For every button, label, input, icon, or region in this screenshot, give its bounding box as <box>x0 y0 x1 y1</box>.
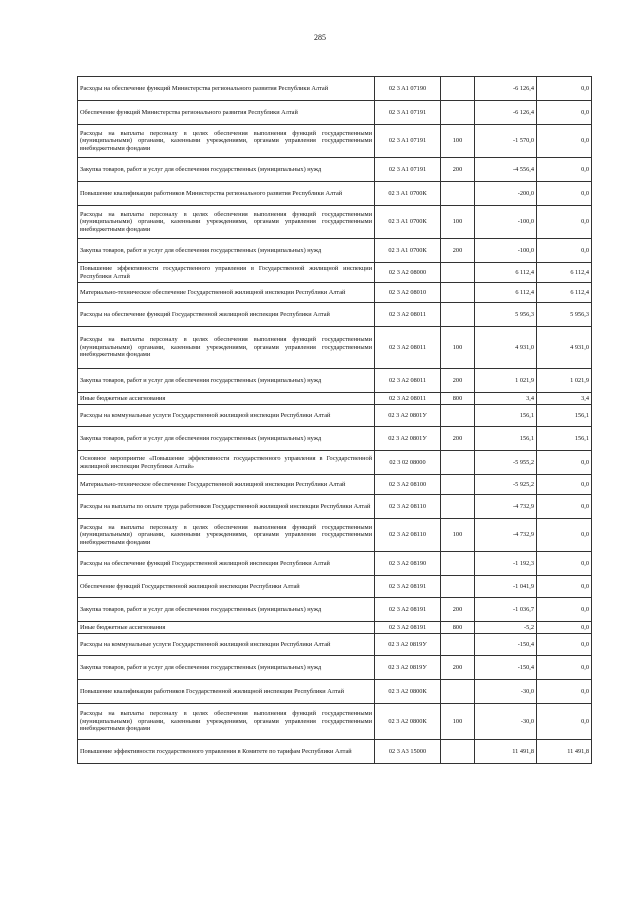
table-row <box>78 552 592 576</box>
row-amount-year2: 0,0 <box>537 519 592 552</box>
row-name: Расходы на выплаты персоналу в целях обеспечения выполнения функций государственными (муниципальными) органами, казенными учреждениями, органами управления государственными внебюджетными фондами <box>78 519 375 552</box>
table-row <box>78 182 592 206</box>
row-amount-year2: 6 112,4 <box>537 263 592 283</box>
row-name: Обеспечение функций Министерства регионального развития Республики Алтай <box>78 101 375 125</box>
row-code: 02 3 A1 07191 <box>375 158 441 182</box>
row-name: Повышение квалификации работников Государственной жилищной инспекции Республики Алтай <box>78 680 375 704</box>
row-amount-year1: 156,1 <box>475 427 537 451</box>
row-amount-year2: 0,0 <box>537 239 592 263</box>
row-expense-type <box>441 634 475 656</box>
row-code: 02 3 A2 08011 <box>375 327 441 369</box>
row-name: Расходы на выплаты персоналу в целях обеспечения выполнения функций государственными (муниципальными) органами, казенными учреждениями, органами управления государственными внебюджетными фондами <box>78 206 375 239</box>
row-code: 02 3 A2 0801У <box>375 427 441 451</box>
row-amount-year2: 0,0 <box>537 634 592 656</box>
row-amount-year1: -6 126,4 <box>475 101 537 125</box>
budget-table-body <box>78 77 592 764</box>
table-row <box>78 519 592 552</box>
row-amount-year1: -1 036,7 <box>475 598 537 622</box>
row-amount-year1: 5 956,3 <box>475 303 537 327</box>
row-expense-type: 100 <box>441 327 475 369</box>
row-expense-type: 100 <box>441 206 475 239</box>
row-code: 02 3 A1 0700К <box>375 182 441 206</box>
row-expense-type: 200 <box>441 239 475 263</box>
row-name: Обеспечение функций Государственной жилищной инспекции Республики Алтай <box>78 576 375 598</box>
row-expense-type: 100 <box>441 125 475 158</box>
row-amount-year2: 1 021,9 <box>537 369 592 393</box>
row-name: Закупка товаров, работ и услуг для обеспечения государственных (муниципальных) нужд <box>78 656 375 680</box>
row-code: 02 3 A2 08000 <box>375 263 441 283</box>
row-amount-year2: 0,0 <box>537 451 592 475</box>
row-amount-year1: -1 192,3 <box>475 552 537 576</box>
row-code: 02 3 A2 08191 <box>375 598 441 622</box>
budget-table <box>77 76 592 764</box>
row-amount-year1: -5,2 <box>475 622 537 634</box>
row-code: 02 3 A2 08110 <box>375 495 441 519</box>
row-amount-year2: 0,0 <box>537 495 592 519</box>
row-code: 02 3 A2 08010 <box>375 283 441 303</box>
row-code: 02 3 A2 08100 <box>375 475 441 495</box>
row-expense-type: 200 <box>441 427 475 451</box>
row-expense-type <box>441 576 475 598</box>
row-amount-year1: -5 955,2 <box>475 451 537 475</box>
row-expense-type <box>441 405 475 427</box>
row-code: 02 3 A2 08191 <box>375 622 441 634</box>
row-expense-type <box>441 680 475 704</box>
row-amount-year1: -100,0 <box>475 206 537 239</box>
row-amount-year1: -1 041,9 <box>475 576 537 598</box>
row-name: Расходы на коммунальные услуги Государственной жилищной инспекции Республики Алтай <box>78 405 375 427</box>
row-name: Закупка товаров, работ и услуг для обеспечения государственных (муниципальных) нужд <box>78 239 375 263</box>
table-row <box>78 239 592 263</box>
row-name: Расходы на обеспечение функций Государственной жилищной инспекции Республики Алтай <box>78 552 375 576</box>
row-amount-year1: 6 112,4 <box>475 283 537 303</box>
row-amount-year1: -150,4 <box>475 656 537 680</box>
row-amount-year1: -4 556,4 <box>475 158 537 182</box>
table-row <box>78 393 592 405</box>
row-name: Закупка товаров, работ и услуг для обеспечения государственных (муниципальных) нужд <box>78 369 375 393</box>
table-row <box>78 158 592 182</box>
table-row <box>78 427 592 451</box>
row-expense-type: 200 <box>441 656 475 680</box>
row-amount-year2: 0,0 <box>537 125 592 158</box>
row-name: Повышение квалификации работников Министерства регионального развития Республики Алтай <box>78 182 375 206</box>
row-expense-type: 200 <box>441 598 475 622</box>
table-row <box>78 101 592 125</box>
row-amount-year2: 0,0 <box>537 598 592 622</box>
row-amount-year2: 156,1 <box>537 405 592 427</box>
row-expense-type <box>441 283 475 303</box>
row-expense-type <box>441 101 475 125</box>
row-amount-year1: -6 126,4 <box>475 77 537 101</box>
row-name: Расходы на выплаты персоналу в целях обеспечения выполнения функций государственными (муниципальными) органами, казенными учреждениями, органами управления государственными внебюджетными фондами <box>78 704 375 740</box>
row-amount-year2: 6 112,4 <box>537 283 592 303</box>
table-row <box>78 622 592 634</box>
row-expense-type <box>441 263 475 283</box>
row-expense-type: 200 <box>441 369 475 393</box>
row-expense-type: 100 <box>441 519 475 552</box>
row-code: 02 3 A1 0700К <box>375 239 441 263</box>
table-row <box>78 369 592 393</box>
row-amount-year1: -100,0 <box>475 239 537 263</box>
table-row <box>78 634 592 656</box>
row-name: Расходы на обеспечение функций Министерства регионального развития Республики Алтай <box>78 77 375 101</box>
row-code: 02 3 02 08000 <box>375 451 441 475</box>
row-name: Материально-техническое обеспечение Государственной жилищной инспекции Республики Алтай <box>78 283 375 303</box>
row-name: Закупка товаров, работ и услуг для обеспечения государственных (муниципальных) нужд <box>78 158 375 182</box>
row-amount-year2: 0,0 <box>537 576 592 598</box>
row-expense-type: 800 <box>441 393 475 405</box>
row-code: 02 3 A2 08011 <box>375 303 441 327</box>
table-row <box>78 206 592 239</box>
page-number: 285 <box>314 33 326 42</box>
row-amount-year1: -30,0 <box>475 704 537 740</box>
row-code: 02 3 A1 07191 <box>375 101 441 125</box>
table-row <box>78 576 592 598</box>
row-amount-year2: 0,0 <box>537 475 592 495</box>
row-expense-type <box>441 451 475 475</box>
row-amount-year2: 0,0 <box>537 680 592 704</box>
row-amount-year2: 0,0 <box>537 656 592 680</box>
table-row <box>78 263 592 283</box>
row-amount-year1: -4 732,9 <box>475 495 537 519</box>
row-name: Расходы на выплаты персоналу в целях обеспечения выполнения функций государственными (муниципальными) органами, казенными учреждениями, органами управления государственными внебюджетными фондами <box>78 327 375 369</box>
row-amount-year1: 11 491,8 <box>475 740 537 764</box>
row-code: 02 3 A3 15000 <box>375 740 441 764</box>
row-amount-year2: 3,4 <box>537 393 592 405</box>
row-code: 02 3 A2 0800К <box>375 680 441 704</box>
row-amount-year1: -150,4 <box>475 634 537 656</box>
row-expense-type <box>441 475 475 495</box>
row-code: 02 3 A1 0700К <box>375 206 441 239</box>
row-amount-year2: 0,0 <box>537 182 592 206</box>
row-amount-year1: -1 570,0 <box>475 125 537 158</box>
row-code: 02 3 A2 08191 <box>375 576 441 598</box>
row-amount-year1: 1 021,9 <box>475 369 537 393</box>
row-amount-year2: 11 491,8 <box>537 740 592 764</box>
row-code: 02 3 A1 07191 <box>375 125 441 158</box>
row-name: Закупка товаров, работ и услуг для обеспечения государственных (муниципальных) нужд <box>78 427 375 451</box>
table-row <box>78 598 592 622</box>
row-amount-year1: 3,4 <box>475 393 537 405</box>
row-code: 02 3 A2 08011 <box>375 393 441 405</box>
row-name: Закупка товаров, работ и услуг для обеспечения государственных (муниципальных) нужд <box>78 598 375 622</box>
row-expense-type <box>441 552 475 576</box>
row-name: Расходы на коммунальные услуги Государственной жилищной инспекции Республики Алтай <box>78 634 375 656</box>
row-amount-year1: -4 732,9 <box>475 519 537 552</box>
row-amount-year1: -30,0 <box>475 680 537 704</box>
row-amount-year2: 0,0 <box>537 77 592 101</box>
table-row <box>78 303 592 327</box>
table-row <box>78 283 592 303</box>
row-expense-type <box>441 182 475 206</box>
row-amount-year2: 0,0 <box>537 552 592 576</box>
row-name: Расходы на выплаты по оплате труда работников Государственной жилищной инспекции Республики Алтай <box>78 495 375 519</box>
row-name: Повышение эффективности государственного управления в Комитете по тарифам Республики Алтай <box>78 740 375 764</box>
row-expense-type <box>441 740 475 764</box>
row-code: 02 3 A2 08110 <box>375 519 441 552</box>
row-expense-type: 200 <box>441 158 475 182</box>
row-code: 02 3 A1 07190 <box>375 77 441 101</box>
table-row <box>78 451 592 475</box>
row-amount-year1: -200,0 <box>475 182 537 206</box>
row-expense-type: 100 <box>441 704 475 740</box>
row-amount-year2: 156,1 <box>537 427 592 451</box>
row-name: Повышение эффективности государственного управления в Государственной жилищной инспекции Республики Алтай <box>78 263 375 283</box>
table-row <box>78 77 592 101</box>
row-expense-type <box>441 77 475 101</box>
row-expense-type: 800 <box>441 622 475 634</box>
row-code: 02 3 A2 0800К <box>375 704 441 740</box>
row-code: 02 3 A2 0819У <box>375 656 441 680</box>
row-amount-year1: 4 931,0 <box>475 327 537 369</box>
row-code: 02 3 A2 0801У <box>375 405 441 427</box>
table-row <box>78 495 592 519</box>
table-row <box>78 740 592 764</box>
table-row <box>78 475 592 495</box>
table-row <box>78 704 592 740</box>
row-name: Иные бюджетные ассигнования <box>78 393 375 405</box>
row-amount-year1: 156,1 <box>475 405 537 427</box>
row-expense-type <box>441 303 475 327</box>
row-amount-year2: 0,0 <box>537 101 592 125</box>
row-amount-year1: 6 112,4 <box>475 263 537 283</box>
row-name: Расходы на выплаты персоналу в целях обеспечения выполнения функций государственными (муниципальными) органами, казенными учреждениями, органами управления государственными внебюджетными фондами <box>78 125 375 158</box>
row-expense-type <box>441 495 475 519</box>
row-amount-year1: -5 925,2 <box>475 475 537 495</box>
row-name: Расходы на обеспечение функций Государственной жилищной инспекции Республики Алтай <box>78 303 375 327</box>
row-name: Основное мероприятие «Повышение эффективности государственного управления в Государственной жилищной инспекции Республики Алтай» <box>78 451 375 475</box>
table-row <box>78 656 592 680</box>
row-amount-year2: 0,0 <box>537 206 592 239</box>
table-row <box>78 125 592 158</box>
table-row <box>78 680 592 704</box>
row-code: 02 3 A2 08190 <box>375 552 441 576</box>
row-amount-year2: 0,0 <box>537 704 592 740</box>
row-amount-year2: 0,0 <box>537 622 592 634</box>
row-code: 02 3 A2 08011 <box>375 369 441 393</box>
row-amount-year2: 5 956,3 <box>537 303 592 327</box>
table-row <box>78 327 592 369</box>
row-amount-year2: 0,0 <box>537 158 592 182</box>
row-name: Иные бюджетные ассигнования <box>78 622 375 634</box>
row-name: Материально-техническое обеспечение Государственной жилищной инспекции Республики Алтай <box>78 475 375 495</box>
row-amount-year2: 4 931,0 <box>537 327 592 369</box>
table-row <box>78 405 592 427</box>
row-code: 02 3 A2 0819У <box>375 634 441 656</box>
